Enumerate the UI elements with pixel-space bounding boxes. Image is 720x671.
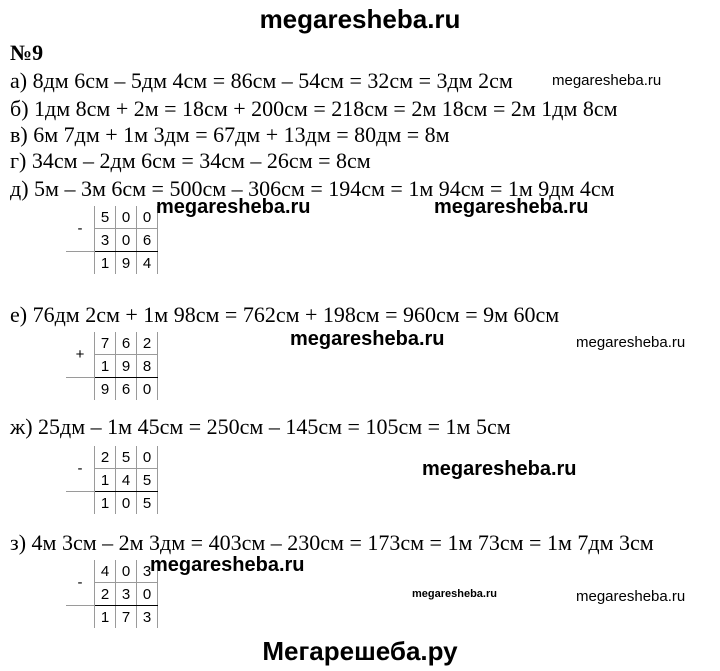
- calc-op: +: [66, 332, 95, 378]
- calc-cell: 4: [95, 560, 116, 583]
- calc-cell: 0: [116, 560, 137, 583]
- calc-result-cell: 7: [116, 606, 137, 629]
- calc-result-cell: 9: [95, 378, 116, 401]
- watermark: megaresheba.ru: [576, 588, 686, 605]
- calc-cell: 0: [116, 206, 137, 229]
- calc-op: -: [66, 206, 95, 252]
- calc-result-cell: 4: [137, 252, 158, 275]
- calc-cell: 6: [116, 332, 137, 355]
- calc-cell: 3: [137, 560, 158, 583]
- calc-cell: 3: [116, 583, 137, 606]
- calc-table-z: [66, 560, 158, 628]
- line-g: г) 34см – 2дм 6см = 34см – 26см = 8см: [10, 148, 371, 173]
- footer-watermark: Мегарешеба.ру: [262, 636, 458, 666]
- watermark: megaresheba.ru: [552, 72, 662, 89]
- calc-cell: 0: [137, 446, 158, 469]
- calc-op-empty: [66, 378, 95, 401]
- calc-result-cell: 1: [95, 252, 116, 275]
- calc-cell: 3: [95, 229, 116, 252]
- watermark: megaresheba.ru: [434, 196, 589, 218]
- watermark: megaresheba.ru: [576, 334, 686, 351]
- calc-result-cell: 5: [137, 492, 158, 515]
- calc-cell: 2: [95, 583, 116, 606]
- calc-cell: 2: [95, 446, 116, 469]
- calc-cell: 4: [116, 469, 137, 492]
- watermark: megaresheba.ru: [412, 588, 497, 600]
- calc-cell: 5: [116, 446, 137, 469]
- calc-cell: 1: [95, 469, 116, 492]
- calc-cell: 0: [137, 583, 158, 606]
- problem-number: №9: [10, 40, 44, 65]
- calc-cell: 5: [95, 206, 116, 229]
- watermark: megaresheba.ru: [150, 554, 305, 576]
- calc-op-empty: [66, 606, 95, 629]
- calc-cell: 0: [137, 206, 158, 229]
- watermark: megaresheba.ru: [422, 458, 577, 480]
- calc-cell: 1: [95, 355, 116, 378]
- line-d: д) 5м – 3м 6см = 500см – 306см = 194см = 1м 94см = 1м 9дм 4см: [10, 176, 615, 201]
- calc-result-cell: 6: [116, 378, 137, 401]
- calc-op-empty: [66, 492, 95, 515]
- line-b: б) 1дм 8см + 2м = 18см + 200см = 218см = 2м 18см = 2м 1дм 8см: [10, 96, 618, 121]
- watermark: megaresheba.ru: [290, 328, 445, 350]
- calc-table-e: [66, 332, 158, 400]
- line-a: а) 8дм 6см – 5дм 4см = 86см – 54см = 32см = 3дм 2см: [10, 68, 513, 93]
- calc-cell: 6: [137, 229, 158, 252]
- line-e: е) 76дм 2см + 1м 98см = 762см + 198см = 960см = 9м 60см: [10, 302, 560, 327]
- calc-cell: 5: [137, 469, 158, 492]
- calc-result-cell: 1: [95, 492, 116, 515]
- calc-result-cell: 9: [116, 252, 137, 275]
- calc-table-zh: [66, 446, 158, 514]
- calc-cell: 9: [116, 355, 137, 378]
- calc-op: -: [66, 560, 95, 606]
- calc-cell: 2: [137, 332, 158, 355]
- calc-cell: 0: [116, 229, 137, 252]
- watermark: megaresheba.ru: [156, 196, 311, 218]
- calc-cell: 8: [137, 355, 158, 378]
- calc-result-cell: 3: [137, 606, 158, 629]
- calc-table-d: [66, 206, 158, 274]
- calc-op-empty: [66, 252, 95, 275]
- calc-result-cell: 0: [116, 492, 137, 515]
- calc-result-cell: 0: [137, 378, 158, 401]
- line-v: в) 6м 7дм + 1м 3дм = 67дм + 13дм = 80дм = 8м: [10, 122, 450, 147]
- line-zh: ж) 25дм – 1м 45см = 250см – 145см = 105см = 1м 5см: [10, 414, 511, 439]
- calc-cell: 7: [95, 332, 116, 355]
- site-header: megaresheba.ru: [259, 4, 461, 34]
- calc-result-cell: 1: [95, 606, 116, 629]
- calc-op: -: [66, 446, 95, 492]
- line-z: з) 4м 3см – 2м 3дм = 403см – 230см = 173см = 1м 73см = 1м 7дм 3см: [10, 530, 654, 555]
